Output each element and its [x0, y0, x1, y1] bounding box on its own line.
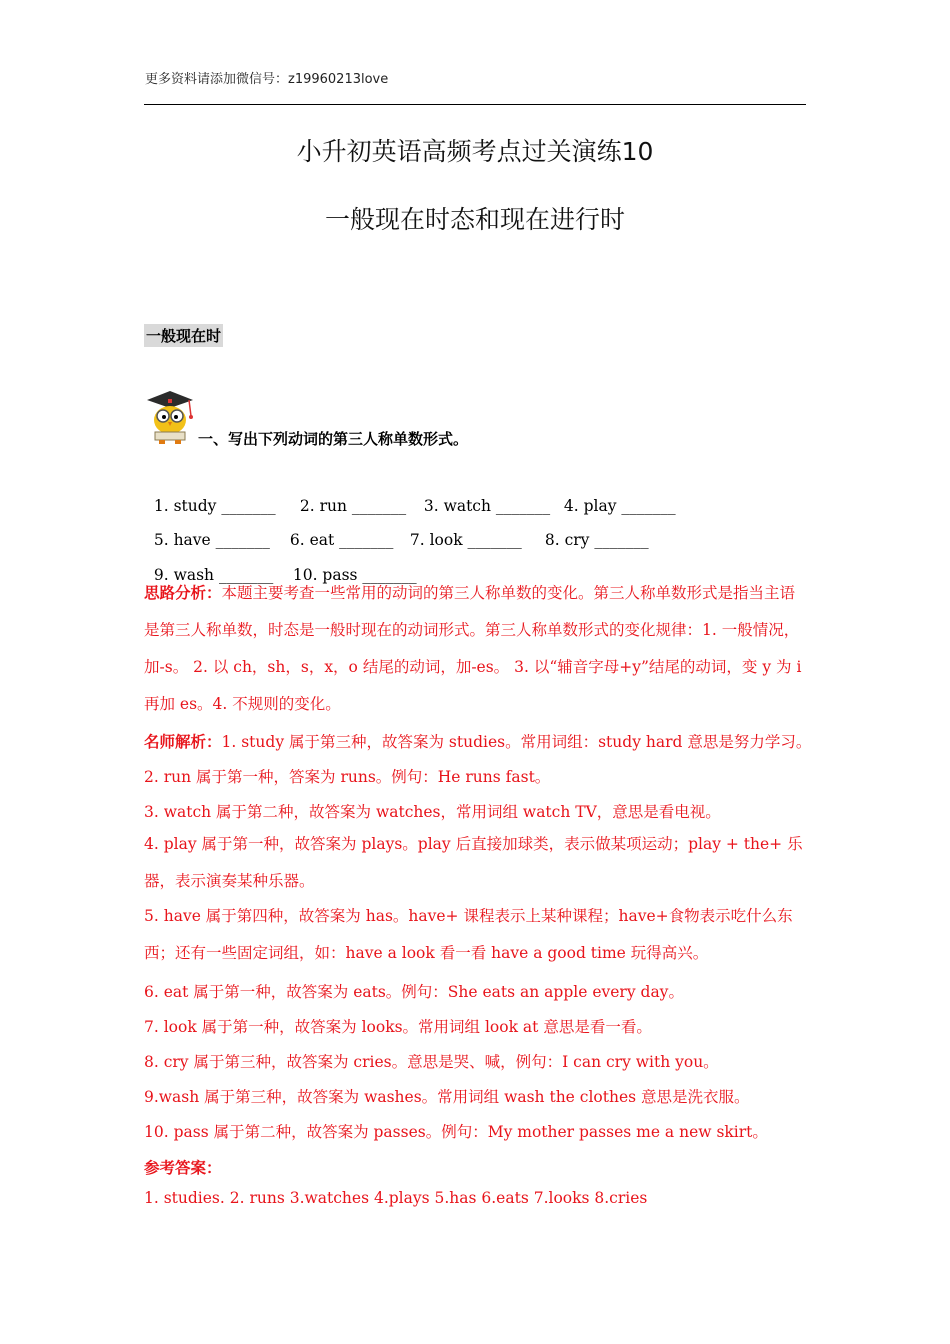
- explanation-line-4: 4. play 属于第一种，故答案为 plays。play 后直接加球类，表示做某项运动；play + the+ 乐器，表示演奏某种乐器。: [144, 835, 803, 890]
- question-10: 10. pass _______: [292, 566, 417, 584]
- explanation-line-1: [144, 730, 811, 752]
- question-1: 1. study _______: [153, 497, 276, 515]
- exercise-heading: 一、写出下列动词的第三人称单数形式。: [198, 430, 469, 448]
- explanation-line-10: 10. pass 属于第二种，故答案为 passes。例句：My mother passes me a new skirt。: [144, 1123, 768, 1141]
- question-2: 2. run _______: [299, 497, 407, 515]
- analysis-text: 本题主要考查一些常用的动词的第三人称单数的变化。第三人称单数形式是指当主语是第三人称单数，时态是一般时现在的动词形式。第三人称单数形式的变化规律：1. 一般情况，加-s。 2. 以 ch，sh，s，x，o 结尾的动词，加-es。 3. 以“辅音字母+y”结尾的动词，变 y 为 i 再加 es。4. 不规则的变化。: [144, 584, 802, 713]
- analysis-paragraph: [144, 574, 808, 723]
- explanation-first: 1. study 属于第三种，故答案为 studies。常用词组：study hard 意思是努力学习。: [221, 733, 812, 751]
- explanation-line-6: 6. eat 属于第一种，故答案为 eats。例句：She eats an apple every day。: [144, 983, 684, 1001]
- answers-text: 1. studies. 2. runs 3.watches 4.plays 5.has 6.eats 7.looks 8.cries: [144, 1189, 648, 1207]
- explanation-line-8: 8. cry 属于第三种，故答案为 cries。意思是哭、喊，例句：I can cry with you。: [144, 1053, 719, 1071]
- question-4: 4. play _______: [563, 497, 676, 515]
- question-6: 6. eat _______: [289, 531, 394, 549]
- section-label: 一般现在时: [144, 324, 223, 347]
- header-note: 更多资料请添加微信号：z19960213love: [145, 72, 389, 87]
- explanation-line-9: 9.wash 属于第三种，故答案为 washes。常用词组 wash the clothes 意思是洗衣服。: [144, 1088, 750, 1106]
- question-3: 3. watch _______: [423, 497, 551, 515]
- explanation-line-7: 7. look 属于第一种，故答案为 looks。常用词组 look at 意思是看一看。: [144, 1018, 652, 1036]
- explanation-label: 名师解析：: [144, 732, 222, 751]
- question-7: 7. look _______: [409, 531, 522, 549]
- analysis-label: 思路分析：: [144, 583, 222, 602]
- graduate-owl-mascot-icon: [143, 388, 197, 446]
- question-row-1: [144, 479, 676, 515]
- header-divider: [144, 104, 806, 105]
- question-5: 5. have _______: [153, 531, 270, 549]
- question-8: 8. cry _______: [544, 531, 649, 549]
- answers-label: 参考答案：: [144, 1158, 222, 1177]
- page-subtitle: 一般现在时态和现在进行时: [324, 205, 625, 234]
- question-9: 9. wash _______: [153, 566, 274, 584]
- question-row-2: [144, 513, 649, 549]
- explanation-line-3: 3. watch 属于第二种，故答案为 watches，常用词组 watch TV，意思是看电视。: [144, 803, 721, 821]
- page-title: 小升初英语高频考点过关演练10: [296, 137, 654, 166]
- explanation-line-2: 2. run 属于第一种，答案为 runs。例句：He runs fast。: [144, 768, 551, 786]
- explanation-line-5: 5. have 属于第四种，故答案为 has。have+ 课程表示上某种课程；have+食物表示吃什么东西；还有一些固定词组，如：have a look 看一看 have a good time 玩得高兴。: [144, 907, 793, 962]
